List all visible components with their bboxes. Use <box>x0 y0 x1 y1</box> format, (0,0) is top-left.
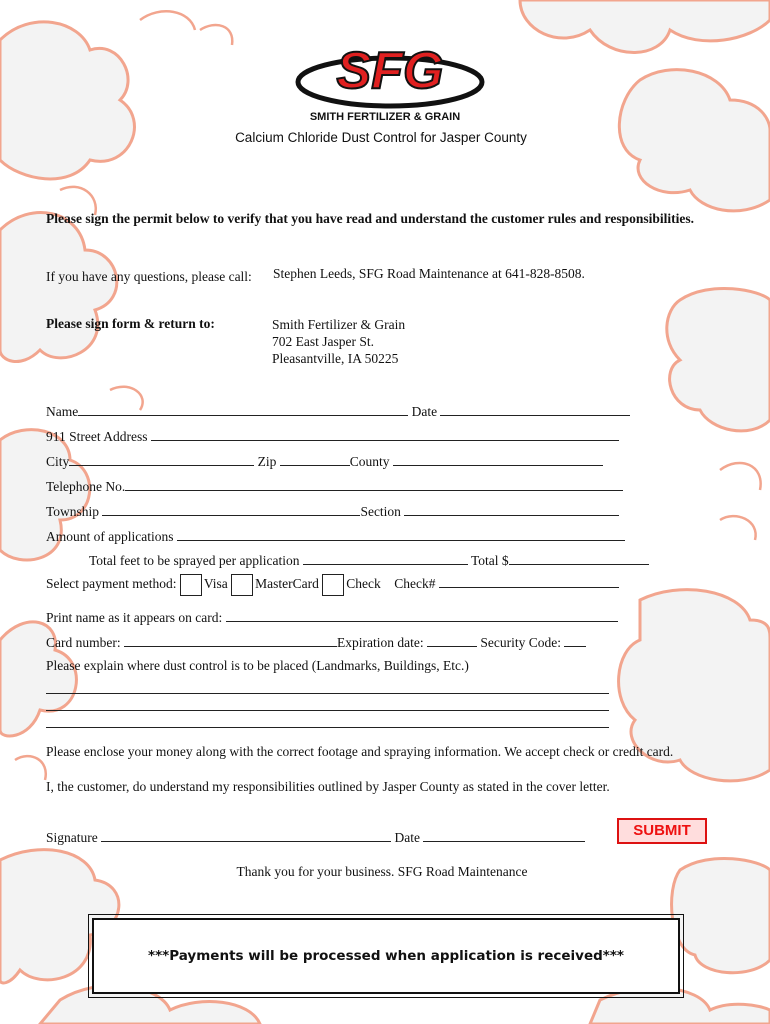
security-label: Security Code: <box>480 635 561 650</box>
logo-text: SFG <box>336 42 444 100</box>
acknowledge-text: I, the customer, do understand my responsibilities outlined by Jasper County as stated in the cover letter. <box>46 779 610 794</box>
card-row <box>46 634 586 651</box>
address-line: 702 East Jasper St. <box>272 334 374 349</box>
explain-line[interactable] <box>46 677 609 694</box>
print-name-input[interactable] <box>226 609 618 622</box>
applications-label: Amount of applications <box>46 529 174 544</box>
city-label: City <box>46 454 70 469</box>
total-label: Total $ <box>471 553 509 568</box>
security-input[interactable] <box>564 634 586 647</box>
card-number-input[interactable] <box>124 634 337 647</box>
section-input[interactable] <box>404 503 619 516</box>
sfg-logo <box>290 40 490 112</box>
questions-contact: Stephen Leeds, SFG Road Maintenance at 641-828-8508. <box>273 266 585 281</box>
thanks-text: Thank you for your business. SFG Road Maintenance <box>236 864 528 879</box>
logo-subtitle: SMITH FERTILIZER & GRAIN <box>309 111 461 123</box>
questions-label: If you have any questions, please call: <box>46 269 252 284</box>
address-line: Smith Fertilizer & Grain <box>272 317 406 332</box>
date-label: Date <box>411 404 438 419</box>
address-line: Pleasantville, IA 50225 <box>272 351 399 366</box>
county-label: County <box>349 454 390 469</box>
township-input[interactable] <box>102 503 360 516</box>
city-input[interactable] <box>69 453 254 466</box>
return-label: Please sign form & return to: <box>46 316 215 331</box>
name-row <box>46 403 630 420</box>
zip-input[interactable] <box>280 453 350 466</box>
payment-notice <box>92 918 680 994</box>
payment-notice-text: ***Payments will be processed when application is received*** <box>148 948 624 964</box>
street-input[interactable] <box>151 428 619 441</box>
feet-label: Total feet to be sprayed per application <box>89 553 300 568</box>
township-row <box>46 503 619 520</box>
sig-date-input[interactable] <box>423 829 585 842</box>
mastercard-checkbox[interactable] <box>231 574 253 596</box>
street-label: 911 Street Address <box>46 429 148 444</box>
feet-input[interactable] <box>303 552 468 565</box>
explain-lines[interactable] <box>46 677 609 728</box>
applications-row <box>46 528 625 545</box>
section-label: Section <box>360 504 401 519</box>
check-label: Check <box>346 576 381 592</box>
telephone-label: Telephone No. <box>46 479 126 494</box>
check-number-label: Check# <box>394 576 436 592</box>
explain-line[interactable] <box>46 711 609 728</box>
visa-label: Visa <box>203 576 228 592</box>
city-row <box>46 453 603 470</box>
intro-text: Please sign the permit below to verify that you have read and understand the customer rules and responsibilities. <box>46 211 695 226</box>
telephone-input[interactable] <box>125 478 623 491</box>
date-input[interactable] <box>440 403 630 416</box>
mastercard-label: MasterCard <box>255 576 319 592</box>
page-title: Calcium Chloride Dust Control for Jasper County <box>235 130 527 145</box>
check-checkbox[interactable] <box>322 574 344 596</box>
telephone-row <box>46 478 623 495</box>
expiration-label: Expiration date: <box>336 635 424 650</box>
payment-label: Select payment method: <box>46 576 177 592</box>
payment-row <box>46 574 619 596</box>
total-input[interactable] <box>509 552 649 565</box>
sig-date-label: Date <box>394 830 420 845</box>
applications-input[interactable] <box>177 528 625 541</box>
visa-checkbox[interactable] <box>180 574 202 596</box>
street-row <box>46 428 619 445</box>
print-name-row <box>46 609 618 626</box>
enclose-text: Please enclose your money along with the correct footage and spraying information. We accept check or credit card. <box>46 744 674 759</box>
sfg-logo-graphic <box>290 40 490 112</box>
check-number-input[interactable] <box>439 575 619 588</box>
explain-label: Please explain where dust control is to be placed (Landmarks, Buildings, Etc.) <box>46 658 469 673</box>
feet-row <box>89 552 649 569</box>
township-label: Township <box>46 504 100 519</box>
submit-button[interactable]: SUBMIT <box>617 818 707 844</box>
card-number-label: Card number: <box>46 635 121 650</box>
explain-line[interactable] <box>46 694 609 711</box>
print-name-label: Print name as it appears on card: <box>46 610 223 625</box>
name-label: Name <box>46 404 79 419</box>
signature-row <box>46 829 585 846</box>
return-address <box>272 316 405 367</box>
name-input[interactable] <box>78 403 408 416</box>
signature-label: Signature <box>46 830 98 845</box>
county-input[interactable] <box>393 453 603 466</box>
expiration-input[interactable] <box>427 634 477 647</box>
signature-input[interactable] <box>101 829 391 842</box>
zip-label: Zip <box>257 454 277 469</box>
